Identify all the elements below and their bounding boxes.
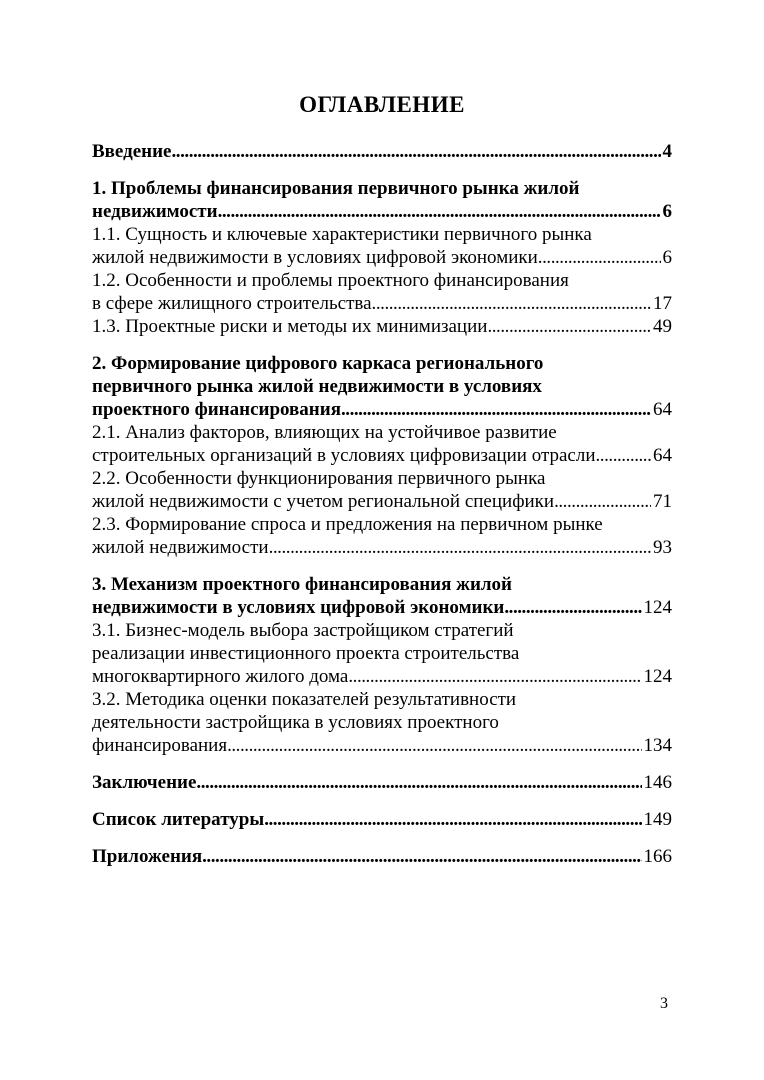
- toc-entry-text: Заключение: [92, 772, 197, 793]
- leader-dots: [348, 665, 641, 688]
- leader-dots: [538, 246, 661, 269]
- toc-entry-text: проектного финансирования: [92, 399, 341, 420]
- toc-page-number: 4: [662, 141, 672, 162]
- toc-entry-text: первичного рынка жилой недвижимости в условиях: [92, 376, 542, 397]
- leader-dots: [202, 845, 641, 868]
- toc-page-number: 6: [662, 247, 672, 268]
- toc-entry-text: 1. Проблемы финансирования первичного рынка жилой: [92, 178, 580, 199]
- toc-entry-text: Приложения: [92, 846, 203, 867]
- toc-page-number: 146: [643, 772, 672, 793]
- toc-entry-chapter-1[interactable]: [92, 177, 672, 223]
- leader-dots: [504, 596, 641, 619]
- toc-page-number: 6: [662, 201, 672, 222]
- toc-entry-section-1-1[interactable]: [92, 223, 672, 269]
- leader-dots: [264, 808, 641, 831]
- toc-entry-section-3-2[interactable]: [92, 688, 672, 757]
- toc-page-number: 124: [643, 666, 672, 687]
- leader-dots: [172, 140, 661, 163]
- toc-entry-chapter-3[interactable]: [92, 573, 672, 619]
- toc-entry-section-3-1[interactable]: [92, 619, 672, 688]
- table-of-contents: [92, 140, 672, 868]
- toc-entry-text: в сфере жилищного строительства: [92, 293, 372, 314]
- toc-page-number: 71: [653, 491, 672, 512]
- toc-entry-appendix[interactable]: [92, 845, 672, 868]
- page-number: 3: [660, 995, 668, 1012]
- toc-page-number: 49: [653, 316, 672, 337]
- toc-entry-text: 1.3. Проектные риски и методы их минимизации: [92, 316, 488, 337]
- leader-dots: [227, 734, 641, 757]
- toc-entry-text: жилой недвижимости: [92, 537, 269, 558]
- toc-entry-text: 1.2. Особенности и проблемы проектного финансирования: [92, 270, 569, 291]
- toc-entry-text: 3. Механизм проектного финансирования жилой: [92, 574, 512, 595]
- toc-entry-section-2-1[interactable]: [92, 421, 672, 467]
- toc-entry-text: недвижимости в условиях цифровой экономики: [92, 597, 505, 618]
- toc-entry-text: 3.1. Бизнес-модель выбора застройщиком стратегий: [92, 620, 514, 641]
- toc-page-number: 134: [643, 735, 672, 756]
- toc-page-number: 149: [643, 809, 672, 830]
- toc-entry-text: 2. Формирование цифрового каркаса регионального: [92, 353, 544, 374]
- leader-dots: [487, 315, 651, 338]
- toc-entry-text: недвижимости: [92, 201, 218, 222]
- toc-entry-text: жилой недвижимости с учетом региональной специфики: [92, 491, 555, 512]
- toc-entry-text: 2.1. Анализ факторов, влияющих на устойчивое развитие: [92, 422, 557, 443]
- toc-page-number: 93: [653, 537, 672, 558]
- toc-entry-section-1-2[interactable]: [92, 269, 672, 315]
- toc-entry-text: Список литературы: [92, 809, 265, 830]
- toc-page-number: 64: [653, 445, 672, 466]
- toc-entry-text: жилой недвижимости в условиях цифровой экономики: [92, 247, 538, 268]
- toc-entry-text: 3.2. Методика оценки показателей результативности: [92, 689, 517, 710]
- toc-entry-section-2-2[interactable]: [92, 467, 672, 513]
- toc-entry-text: 1.1. Сущность и ключевые характеристики первичного рынка: [92, 224, 592, 245]
- toc-entry-references[interactable]: [92, 808, 672, 831]
- toc-page-number: 17: [653, 293, 672, 314]
- toc-page-number: 166: [643, 846, 672, 867]
- leader-dots: [341, 398, 651, 421]
- toc-entry-section-1-3[interactable]: [92, 315, 672, 338]
- toc-entry-section-2-3[interactable]: [92, 513, 672, 559]
- toc-entry-text: строительных организаций в условиях цифровизации отрасли: [92, 445, 596, 466]
- toc-entry-conclusion[interactable]: [92, 771, 672, 794]
- toc-entry-text: реализации инвестиционного проекта строительства: [92, 643, 520, 664]
- leader-dots: [218, 200, 661, 223]
- toc-entry-intro[interactable]: [92, 140, 672, 163]
- toc-title: ОГЛАВЛЕНИЕ: [299, 92, 465, 117]
- leader-dots: [196, 771, 641, 794]
- leader-dots: [269, 536, 651, 559]
- toc-entry-text: 2.2. Особенности функционирования первичного рынка: [92, 468, 546, 489]
- toc-entry-text: Введение: [92, 141, 172, 162]
- toc-entry-chapter-2[interactable]: [92, 352, 672, 421]
- leader-dots: [596, 444, 652, 467]
- toc-entry-text: 2.3. Формирование спроса и предложения на первичном рынке: [92, 514, 603, 535]
- toc-entry-text: финансирования: [92, 735, 228, 756]
- toc-page-number: 124: [643, 597, 672, 618]
- toc-entry-text: многоквартирного жилого дома: [92, 666, 349, 687]
- toc-page-number: 64: [653, 399, 672, 420]
- toc-entry-text: деятельности застройщика в условиях проектного: [92, 712, 499, 733]
- leader-dots: [554, 490, 651, 513]
- leader-dots: [372, 292, 651, 315]
